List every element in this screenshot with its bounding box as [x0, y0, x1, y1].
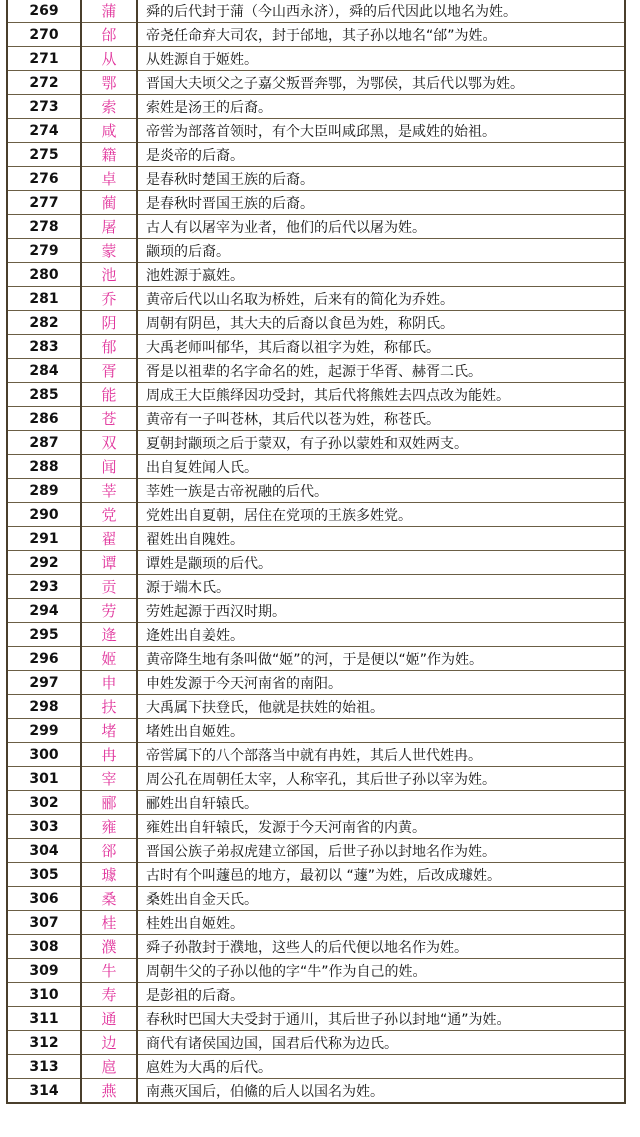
row-number: 297 [7, 671, 81, 695]
surname-cell: 乔 [81, 287, 137, 311]
table-row [7, 815, 625, 839]
surname-cell: 阴 [81, 311, 137, 335]
table-row [7, 191, 625, 215]
row-number: 281 [7, 287, 81, 311]
table-row [7, 743, 625, 767]
table-row [7, 143, 625, 167]
surname-cell: 申 [81, 671, 137, 695]
table-row [7, 671, 625, 695]
surname-cell: 郦 [81, 791, 137, 815]
table-row [7, 1031, 625, 1055]
row-number: 311 [7, 1007, 81, 1031]
origin-description: 颛顼的后裔。 [137, 239, 625, 263]
surname-cell: 姬 [81, 647, 137, 671]
row-number: 289 [7, 479, 81, 503]
row-number: 304 [7, 839, 81, 863]
table-row [7, 695, 625, 719]
origin-description: 舜的后代封于蒲（今山西永济），舜的后代因此以地名为姓。 [137, 0, 625, 23]
surname-cell: 池 [81, 263, 137, 287]
origin-description: 古时有个叫蘧邑的地方，最初以 “蘧”为姓，后改成璩姓。 [137, 863, 625, 887]
row-number: 285 [7, 383, 81, 407]
origin-description: 周公孔在周朝任太宰，人称宰孔，其后世子孙以宰为姓。 [137, 767, 625, 791]
origin-description: 莘姓一族是古帝祝融的后代。 [137, 479, 625, 503]
origin-description: 帝喾属下的八个部落当中就有冉姓，其后人世代姓冉。 [137, 743, 625, 767]
table-row [7, 335, 625, 359]
table-row [7, 431, 625, 455]
origin-description: 古人有以屠宰为业者，他们的后代以屠为姓。 [137, 215, 625, 239]
surname-cell: 蔺 [81, 191, 137, 215]
origin-description: 黄帝后代以山名取为桥姓，后来有的简化为乔姓。 [137, 287, 625, 311]
table-row [7, 215, 625, 239]
row-number: 292 [7, 551, 81, 575]
origin-description: 桑姓出自金天氏。 [137, 887, 625, 911]
row-number: 282 [7, 311, 81, 335]
origin-description: 是彭祖的后裔。 [137, 983, 625, 1007]
surname-cell: 通 [81, 1007, 137, 1031]
row-number: 300 [7, 743, 81, 767]
origin-description: 郦姓出自轩辕氏。 [137, 791, 625, 815]
origin-description: 黄帝降生地有条叫做“姬”的河，于是便以“姬”作为姓。 [137, 647, 625, 671]
row-number: 277 [7, 191, 81, 215]
origin-description: 黄帝有一子叫苍林，其后代以苍为姓，称苍氏。 [137, 407, 625, 431]
surname-cell: 濮 [81, 935, 137, 959]
table-row [7, 839, 625, 863]
surname-cell: 边 [81, 1031, 137, 1055]
origin-description: 池姓源于嬴姓。 [137, 263, 625, 287]
origin-description: 周成王大臣熊绎因功受封，其后代将熊姓去四点改为能姓。 [137, 383, 625, 407]
origin-description: 谭姓是颛顼的后代。 [137, 551, 625, 575]
origin-description: 周朝牛父的子孙以他的字“牛”作为自己的姓。 [137, 959, 625, 983]
surname-cell: 宰 [81, 767, 137, 791]
row-number: 272 [7, 71, 81, 95]
origin-description: 帝尧任命弃大司农，封于邰地，其子孙以地名“邰”为姓。 [137, 23, 625, 47]
table-row [7, 1007, 625, 1031]
surname-cell: 双 [81, 431, 137, 455]
row-number: 306 [7, 887, 81, 911]
surname-cell: 卓 [81, 167, 137, 191]
origin-description: 劳姓起源于西汉时期。 [137, 599, 625, 623]
surname-cell: 贡 [81, 575, 137, 599]
table-row [7, 959, 625, 983]
row-number: 274 [7, 119, 81, 143]
row-number: 302 [7, 791, 81, 815]
table-row [7, 911, 625, 935]
origin-description: 出自复姓闻人氏。 [137, 455, 625, 479]
origin-description: 舜子孙散封于濮地，这些人的后代便以地名作为姓。 [137, 935, 625, 959]
surname-cell: 闻 [81, 455, 137, 479]
table-row [7, 623, 625, 647]
surname-cell: 鄂 [81, 71, 137, 95]
table-row [7, 1079, 625, 1104]
table-row [7, 95, 625, 119]
surname-cell: 冉 [81, 743, 137, 767]
table-row [7, 479, 625, 503]
origin-description: 春秋时巴国大夫受封于通川，其后世子孙以封地“通”为姓。 [137, 1007, 625, 1031]
row-number: 273 [7, 95, 81, 119]
table-row [7, 71, 625, 95]
row-number: 278 [7, 215, 81, 239]
row-number: 296 [7, 647, 81, 671]
surname-cell: 郁 [81, 335, 137, 359]
row-number: 290 [7, 503, 81, 527]
surname-cell: 桂 [81, 911, 137, 935]
surname-cell: 咸 [81, 119, 137, 143]
surname-cell: 翟 [81, 527, 137, 551]
table-row [7, 287, 625, 311]
table-row [7, 23, 625, 47]
row-number: 295 [7, 623, 81, 647]
surname-cell: 邰 [81, 23, 137, 47]
origin-description: 南燕灭国后，伯鯈的后人以国名为姓。 [137, 1079, 625, 1104]
row-number: 303 [7, 815, 81, 839]
origin-description: 商代有诸侯国边国，国君后代称为边氏。 [137, 1031, 625, 1055]
origin-description: 扈姓为大禹的后代。 [137, 1055, 625, 1079]
origin-description: 是炎帝的后裔。 [137, 143, 625, 167]
table-row [7, 47, 625, 71]
row-number: 287 [7, 431, 81, 455]
origin-description: 桂姓出自姬姓。 [137, 911, 625, 935]
origin-description: 周朝有阴邑，其大夫的后裔以食邑为姓，称阴氏。 [137, 311, 625, 335]
table-row [7, 599, 625, 623]
surname-cell: 蒲 [81, 0, 137, 23]
row-number: 308 [7, 935, 81, 959]
table-row [7, 767, 625, 791]
origin-description: 雍姓出自轩辕氏，发源于今天河南省的内黄。 [137, 815, 625, 839]
table-row [7, 863, 625, 887]
surname-cell: 从 [81, 47, 137, 71]
table-row [7, 1055, 625, 1079]
origin-description: 堵姓出自姬姓。 [137, 719, 625, 743]
surname-cell: 索 [81, 95, 137, 119]
surname-cell: 劳 [81, 599, 137, 623]
table-row [7, 455, 625, 479]
surname-cell: 扈 [81, 1055, 137, 1079]
table-row [7, 527, 625, 551]
surname-table [6, 0, 626, 1104]
origin-description: 申姓发源于今天河南省的南阳。 [137, 671, 625, 695]
origin-description: 党姓出自夏朝，居住在党项的王族多姓党。 [137, 503, 625, 527]
table-row [7, 983, 625, 1007]
origin-description: 是春秋时晋国王族的后裔。 [137, 191, 625, 215]
row-number: 288 [7, 455, 81, 479]
row-number: 276 [7, 167, 81, 191]
row-number: 271 [7, 47, 81, 71]
row-number: 279 [7, 239, 81, 263]
table-row [7, 311, 625, 335]
surname-cell: 籍 [81, 143, 137, 167]
table-row [7, 263, 625, 287]
row-number: 269 [7, 0, 81, 23]
surname-cell: 牛 [81, 959, 137, 983]
origin-description: 大禹属下扶登氏，他就是扶姓的始祖。 [137, 695, 625, 719]
row-number: 305 [7, 863, 81, 887]
origin-description: 大禹老师叫郁华，其后裔以祖字为姓，称郁氏。 [137, 335, 625, 359]
surname-cell: 燕 [81, 1079, 137, 1104]
row-number: 294 [7, 599, 81, 623]
origin-description: 帝喾为部落首领时，有个大臣叫咸邱黑，是咸姓的始祖。 [137, 119, 625, 143]
surname-cell: 能 [81, 383, 137, 407]
row-number: 309 [7, 959, 81, 983]
table-row [7, 719, 625, 743]
row-number: 312 [7, 1031, 81, 1055]
table-row [7, 0, 625, 23]
row-number: 286 [7, 407, 81, 431]
surname-cell: 莘 [81, 479, 137, 503]
table-row [7, 551, 625, 575]
row-number: 313 [7, 1055, 81, 1079]
origin-description: 胥是以祖辈的名字命名的姓，起源于华胥、赫胥二氏。 [137, 359, 625, 383]
row-number: 291 [7, 527, 81, 551]
row-number: 275 [7, 143, 81, 167]
surname-cell: 党 [81, 503, 137, 527]
table-row [7, 575, 625, 599]
table-row [7, 383, 625, 407]
row-number: 270 [7, 23, 81, 47]
origin-description: 晋国公族子弟叔虎建立郤国，后世子孙以封地名作为姓。 [137, 839, 625, 863]
table-row [7, 239, 625, 263]
surname-cell: 璩 [81, 863, 137, 887]
origin-description: 源于端木氏。 [137, 575, 625, 599]
surname-cell: 郤 [81, 839, 137, 863]
row-number: 284 [7, 359, 81, 383]
table-row [7, 647, 625, 671]
row-number: 301 [7, 767, 81, 791]
surname-cell: 蒙 [81, 239, 137, 263]
surname-cell: 谭 [81, 551, 137, 575]
table-row [7, 119, 625, 143]
origin-description: 索姓是汤王的后裔。 [137, 95, 625, 119]
table-row [7, 167, 625, 191]
origin-description: 夏朝封颛顼之后于蒙双，有子孙以蒙姓和双姓两支。 [137, 431, 625, 455]
row-number: 283 [7, 335, 81, 359]
table-row [7, 887, 625, 911]
surname-cell: 胥 [81, 359, 137, 383]
table-row [7, 935, 625, 959]
row-number: 307 [7, 911, 81, 935]
surname-cell: 堵 [81, 719, 137, 743]
origin-description: 从姓源自于姬姓。 [137, 47, 625, 71]
row-number: 299 [7, 719, 81, 743]
surname-cell: 雍 [81, 815, 137, 839]
surname-cell: 桑 [81, 887, 137, 911]
table-row [7, 407, 625, 431]
surname-cell: 寿 [81, 983, 137, 1007]
origin-description: 翟姓出自隗姓。 [137, 527, 625, 551]
surname-cell: 苍 [81, 407, 137, 431]
surname-table-container [6, 0, 626, 1104]
origin-description: 逄姓出自姜姓。 [137, 623, 625, 647]
surname-cell: 扶 [81, 695, 137, 719]
table-row [7, 503, 625, 527]
row-number: 293 [7, 575, 81, 599]
table-row [7, 359, 625, 383]
row-number: 280 [7, 263, 81, 287]
row-number: 310 [7, 983, 81, 1007]
row-number: 298 [7, 695, 81, 719]
surname-table-body [7, 0, 625, 1103]
surname-cell: 逄 [81, 623, 137, 647]
surname-cell: 屠 [81, 215, 137, 239]
table-row [7, 791, 625, 815]
row-number: 314 [7, 1079, 81, 1104]
origin-description: 是春秋时楚国王族的后裔。 [137, 167, 625, 191]
origin-description: 晋国大夫顷父之子嘉父叛晋奔鄂，为鄂侯，其后代以鄂为姓。 [137, 71, 625, 95]
